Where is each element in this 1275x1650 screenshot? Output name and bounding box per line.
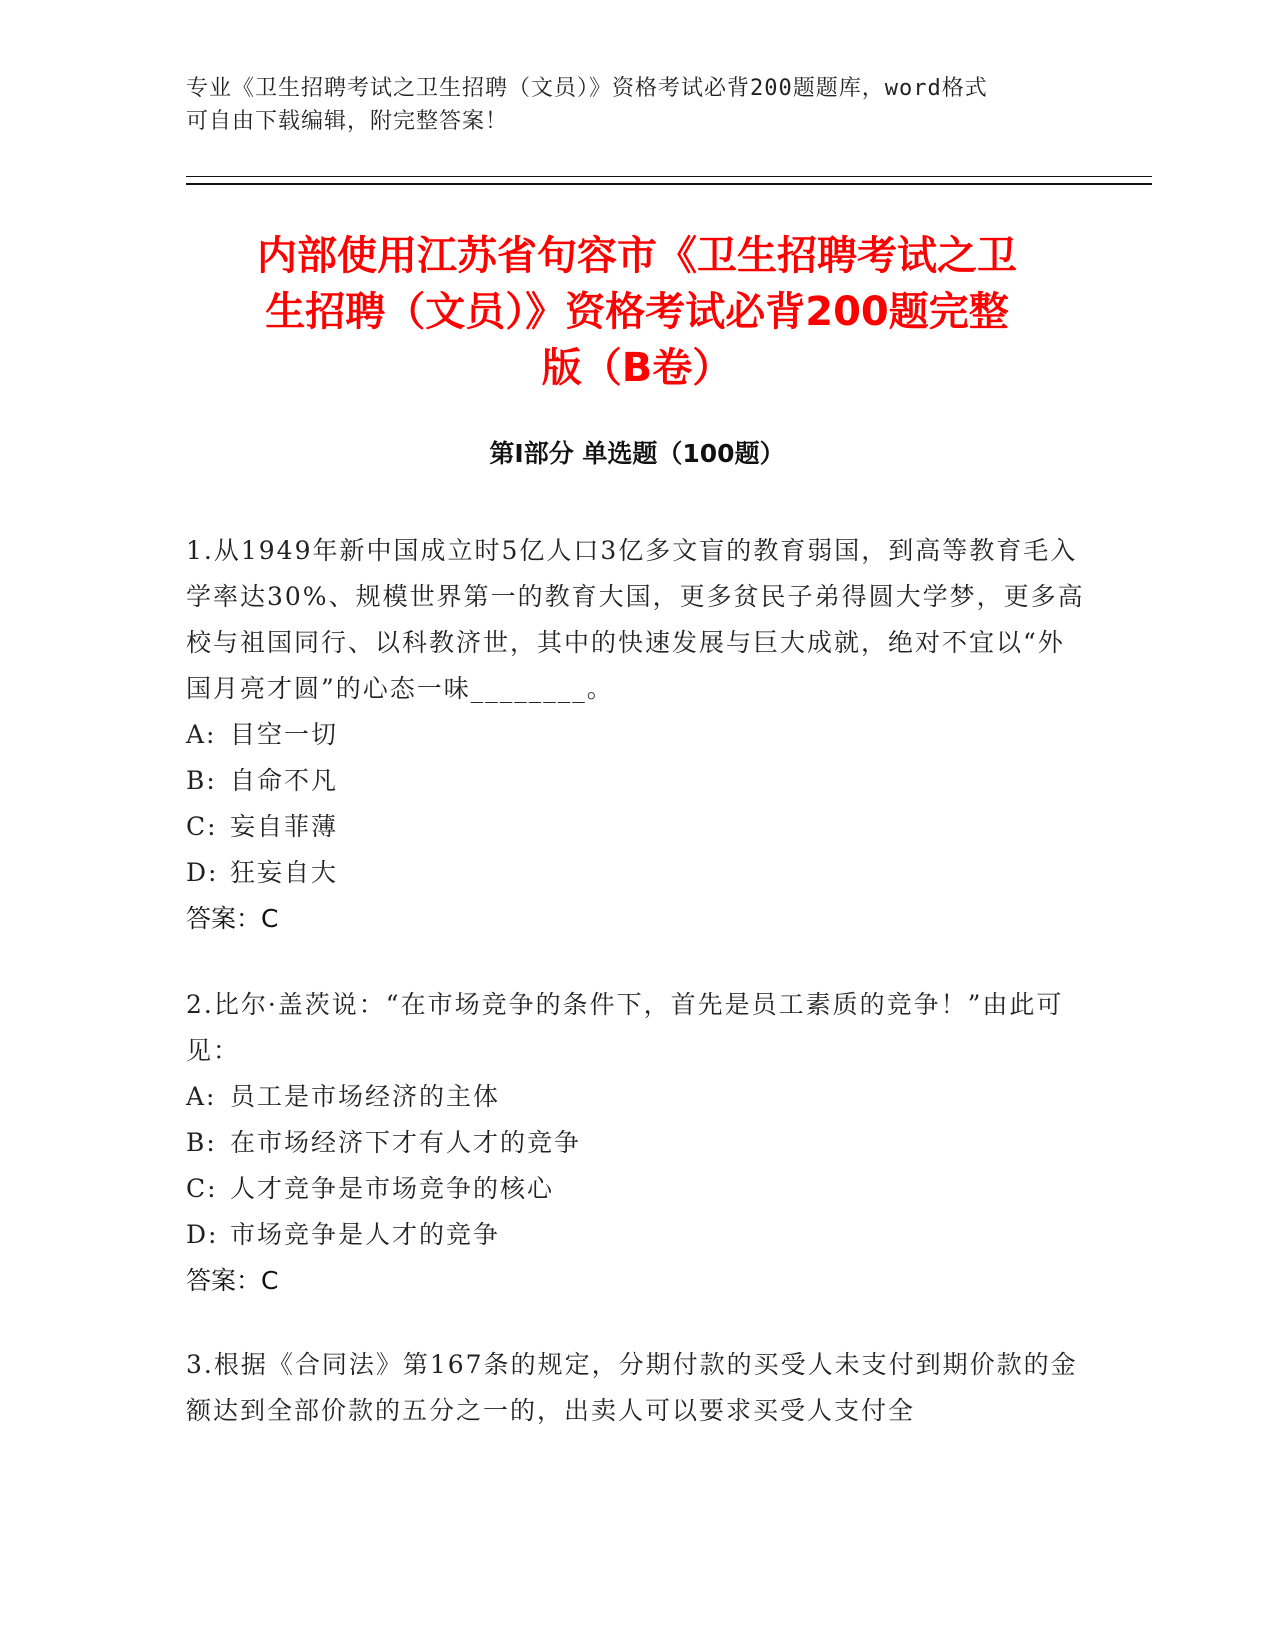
- option-letter: D:: [186, 858, 219, 887]
- option-b: [186, 1120, 1088, 1166]
- option-text: 市场竞争是人才的竞争: [230, 1220, 501, 1249]
- option-text: 人才竞争是市场竞争的核心: [230, 1174, 555, 1203]
- header-note-line-2: 可自由下载编辑，附完整答案！: [186, 109, 509, 134]
- option-text: 妄自菲薄: [230, 812, 339, 841]
- question-stem: 2.比尔·盖茨说：“在市场竞争的条件下，首先是员工素质的竞争！”由此可见：: [186, 990, 1064, 1065]
- option-c: [186, 1166, 1088, 1212]
- option-a: [186, 1074, 1088, 1120]
- option-d: [186, 1212, 1088, 1258]
- question-3: [186, 1342, 1088, 1434]
- option-letter: A:: [186, 720, 217, 749]
- section-title: 第I部分 单选题（100题）: [489, 439, 785, 468]
- option-text: 自命不凡: [230, 766, 339, 795]
- document-title-line-2: 生招聘（文员）》资格考试必背200题完整: [265, 289, 1009, 335]
- option-letter: B:: [186, 766, 217, 795]
- option-letter: B:: [186, 1128, 217, 1157]
- option-d: [186, 850, 1088, 896]
- option-c: [186, 804, 1088, 850]
- document-title-line-1: 内部使用江苏省句容市《卫生招聘考试之卫: [257, 233, 1017, 279]
- option-b: [186, 758, 1088, 804]
- option-text: 员工是市场经济的主体: [230, 1082, 501, 1111]
- question-stem: 3.根据《合同法》第167条的规定，分期付款的买受人未支付到期价款的金额达到全部价款的五分之一的，出卖人可以要求买受人支付全: [186, 1350, 1078, 1425]
- question-1: [186, 528, 1088, 942]
- document-title: [186, 228, 1088, 396]
- option-a: [186, 712, 1088, 758]
- option-text: 目空一切: [230, 720, 339, 749]
- answer: 答案：C: [186, 1266, 279, 1295]
- header-note: [186, 72, 1086, 138]
- header-divider-thick: [186, 183, 1152, 185]
- option-text: 狂妄自大: [230, 858, 339, 887]
- header-divider-thin: [186, 176, 1152, 177]
- question-stem: 1.从1949年新中国成立时5亿人口3亿多文盲的教育弱国，到高等教育毛入学率达30%、规模世界第一的教育大国，更多贫民子弟得圆大学梦，更多高校与祖国同行、以科教济世，其中的快速发展与巨大成就，绝对不宜以“外国月亮才圆”的心态一味________。: [186, 536, 1085, 703]
- option-letter: C:: [186, 1174, 218, 1203]
- option-letter: D:: [186, 1220, 219, 1249]
- option-letter: C:: [186, 812, 218, 841]
- question-2: [186, 982, 1088, 1304]
- header-note-line-1: 专业《卫生招聘考试之卫生招聘（文员）》资格考试必背200题题库，word格式: [186, 76, 988, 101]
- option-text: 在市场经济下才有人才的竞争: [230, 1128, 582, 1157]
- answer: 答案：C: [186, 904, 279, 933]
- document-title-line-3: 版（B卷）: [541, 345, 733, 391]
- option-letter: A:: [186, 1082, 217, 1111]
